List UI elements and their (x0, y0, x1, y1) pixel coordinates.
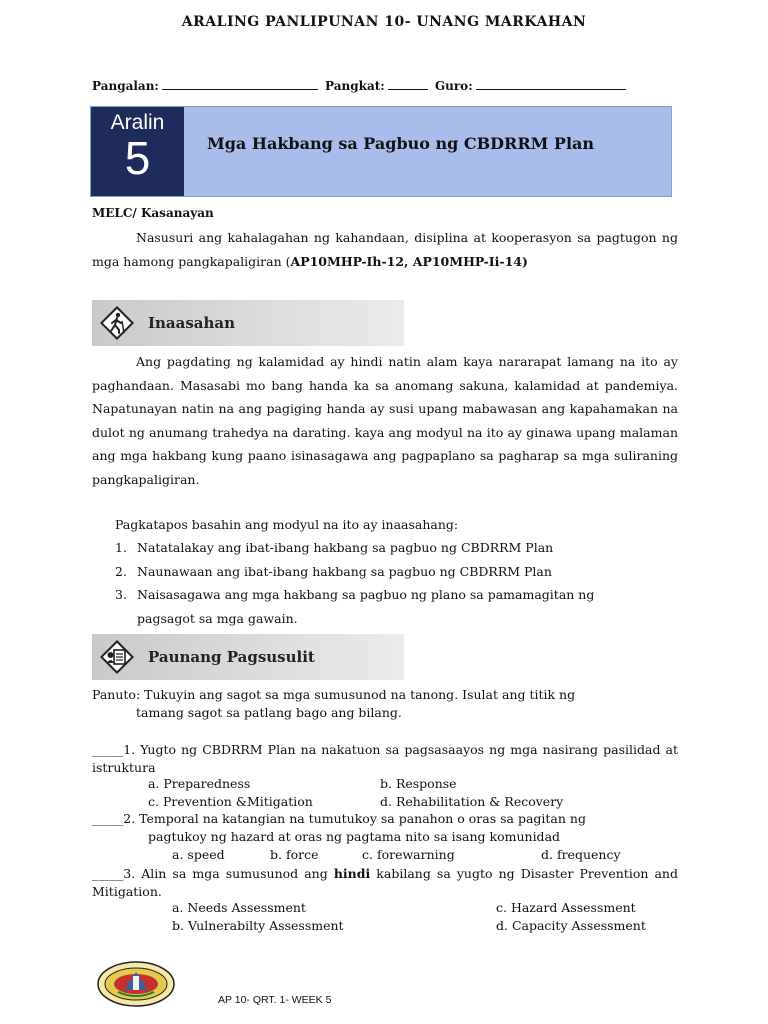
melc-heading: MELC/ Kasanayan (92, 206, 214, 220)
pangalan-label: Pangalan: (92, 79, 159, 93)
q3-option-b: b. Vulnerabilty Assessment (172, 918, 344, 933)
q2-option-c: c. forewarning (362, 847, 455, 862)
aralin-box (91, 107, 184, 196)
inaasahan-paragraph (92, 350, 678, 491)
aralin-label: Aralin (110, 111, 165, 134)
pangalan-blank[interactable] (162, 79, 318, 90)
inaasahan-section-bar (92, 300, 404, 346)
walking-person-icon (97, 303, 137, 343)
question-1: _____1. Yugto ng CBDRRM Plan na nakatuon sa pagsasaayos ng mga nasirang pasilidad at istruktura (92, 742, 678, 775)
paunang-section-bar (92, 634, 404, 680)
melc-text (92, 226, 678, 273)
lesson-title: Mga Hakbang sa Pagbuo ng CBDRRM Plan (207, 134, 595, 153)
guro-label: Guro: (434, 79, 473, 93)
panuto-line-2: tamang sagot sa patlang bago ang bilang. (136, 705, 402, 720)
page-footer: AP 10- QRT. 1- WEEK 5 (218, 994, 332, 1006)
inaasahan-heading: Inaasahan (148, 314, 236, 332)
q3-option-c: c. Hazard Assessment (496, 900, 636, 915)
answer-blank[interactable]: _____ (92, 811, 124, 826)
lesson-banner (90, 106, 672, 197)
division-seal-logo (96, 960, 176, 1012)
pangkat-blank[interactable] (388, 79, 428, 90)
q2-option-a: a. speed (172, 847, 225, 862)
lesson-title-box (184, 107, 671, 196)
test-checklist-icon (97, 637, 137, 677)
pangkat-label: Pangkat: (325, 79, 385, 93)
panuto-line-1: Panuto: Tukuyin ang sagot sa mga sumusunod na tanong. Isulat ang titik ng (92, 687, 576, 702)
inaasahan-intro: Pagkatapos basahin ang modyul na ito ay inaasahang: (115, 517, 459, 532)
list-item: 3. Naisasagawa ang mga hakbang sa pagbuo ng plano sa pamamagitan ng (115, 587, 595, 602)
objectives-list (115, 536, 594, 630)
student-info-line (92, 79, 692, 93)
paunang-heading: Paunang Pagsusulit (148, 648, 315, 666)
question-2: _____2. Temporal na katangian na tumutukoy sa panahon o oras sa pagitan ng (92, 811, 586, 826)
q1-option-a: a. Preparedness (148, 776, 251, 791)
melc-body: Nasusuri ang kahalagahan ng kahandaan, disiplina at kooperasyon sa pagtugon ng mga hamong pangkapaligiran ( (92, 230, 678, 269)
question-2-cont: pagtukoy ng hazard at oras ng pagtama nito sa isang komunidad (148, 829, 561, 844)
answer-blank[interactable]: _____ (92, 866, 124, 881)
list-item: 1. Natatalakay ang ibat-ibang hakbang sa pagbuo ng CBDRRM Plan (115, 540, 554, 555)
list-item-continuation: pagsagot sa mga gawain. (137, 610, 298, 626)
aralin-number: 5 (124, 132, 151, 184)
q3-option-a: a. Needs Assessment (172, 900, 306, 915)
q1-option-d: d. Rehabilitation & Recovery (380, 794, 564, 809)
guro-blank[interactable] (476, 79, 626, 90)
q1-option-c: c. Prevention &Mitigation (148, 794, 313, 809)
q2-option-b: b. force (270, 847, 319, 862)
q1-option-b: b. Response (380, 776, 457, 791)
q2-option-d: d. frequency (541, 847, 621, 862)
answer-blank[interactable]: _____ (92, 742, 124, 757)
question-3: _____3. Alin sa mga sumusunod ang hindi kabilang sa yugto ng Disaster Prevention and Mitigation. (92, 866, 678, 899)
list-item: 2. Naunawaan ang ibat-ibang hakbang sa pagbuo ng CBDRRM Plan (115, 563, 552, 579)
melc-codes: AP10MHP-Ih-12, AP10MHP-Ii-14) (290, 253, 528, 269)
page-title: ARALING PANLIPUNAN 10- UNANG MARKAHAN (181, 14, 587, 30)
inaasahan-body: Ang pagdating ng kalamidad ay hindi natin alam kaya nararapat lamang na ito ay paghandaan. Masasabi mo bang handa ka sa anomang sakuna, kalamidad at pandemiya. Napatunayan natin na ang pagiging handa ay susi upang mabawasan ang kapahamakan na dulot ng anumang trahedya na darating. kaya ang modyul na ito ay ginawa upang malaman ang mga hakbang kung paano isinasagawa ang pagpaplano sa pagharap sa mga suliraning pangkapaligiran. (92, 354, 678, 487)
q3-option-d: d. Capacity Assessment (496, 918, 646, 933)
